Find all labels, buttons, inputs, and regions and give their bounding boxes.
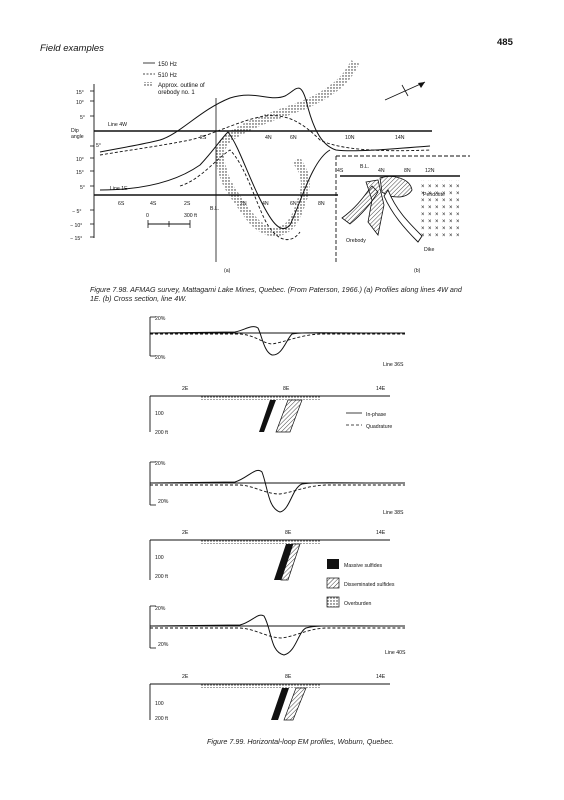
s3-14e: 14E (376, 674, 386, 680)
tick-10p: 10° (76, 100, 84, 106)
panel-a-label: (a) (224, 268, 231, 274)
tick-b-6s: 6S (118, 201, 125, 207)
dike-shape (384, 190, 422, 242)
axis-angle: angle (71, 134, 84, 140)
overburden-swatch (327, 597, 339, 607)
s2-200: 200 ft (155, 574, 168, 580)
tick-10n-b: − 10° (70, 223, 83, 229)
s2-14e: 14E (376, 530, 386, 536)
p2-top: 20% (155, 461, 166, 467)
scale-zero: 0 (146, 213, 149, 219)
p1-top: 20% (155, 316, 166, 322)
tick-a-14n: 14N (395, 135, 405, 141)
tick-15n-b: − 15° (70, 236, 83, 242)
inset-4n: 4N (378, 168, 385, 174)
fig99-profile-38s (150, 461, 405, 516)
tick-b-4n: 4N (262, 201, 269, 207)
tick-b-2s: 2S (184, 201, 191, 207)
s3-200: 200 ft (155, 716, 168, 722)
scale-300ft: 300 ft (184, 213, 197, 219)
inset-12n: 12N (425, 168, 435, 174)
stipple-swatch-icon (143, 82, 153, 87)
p1-bot: 20% (155, 355, 166, 361)
legend-510hz: 510 Hz (158, 73, 178, 79)
legend-outline: Approx. outline of (158, 83, 205, 89)
s2-8e: 8E (285, 530, 292, 536)
s1-8e: 8E (283, 386, 290, 392)
orebody-outline (220, 62, 355, 232)
legend-overburden: Overburden (344, 601, 372, 607)
disseminated-sulfide-body (276, 400, 302, 432)
inset-dike: Dike (424, 247, 435, 253)
tick-10n: 10° (76, 157, 84, 163)
tick-b-bl: B.L. (210, 206, 220, 212)
s2-100: 100 (155, 555, 164, 561)
tick-b-4s: 4S (150, 201, 157, 207)
s3-8e: 8E (285, 674, 292, 680)
legend-quadrature: Quadrature (366, 424, 393, 430)
legend-150hz: 150 Hz (158, 62, 178, 68)
peridotite-lens (380, 177, 412, 198)
tick-5n-b: − 5° (72, 209, 82, 215)
running-header: Field examples (40, 43, 104, 54)
axis-dip: Dip (71, 128, 79, 134)
figure-99-caption: Figure 7.99. Horizontal-loop EM profiles, Woburn, Quebec. (207, 737, 394, 746)
s3-2e: 2E (182, 674, 189, 680)
s1-100: 100 (155, 411, 164, 417)
inset-orebody: Orebody (346, 238, 366, 244)
tick-a-4n: 4N (265, 135, 272, 141)
peridotite-zone (420, 180, 462, 240)
legend-dissem: Disseminated sulfides (344, 582, 395, 588)
tick-a-6n: 6N (290, 135, 297, 141)
s1-14e: 14E (376, 386, 386, 392)
tick-15n: 15° (76, 170, 84, 176)
inset-bl: B.L. (360, 164, 370, 170)
inset-peridotite: Peridotite (423, 192, 445, 198)
p1-line: Line 36S (383, 362, 404, 368)
fig99-section-1 (150, 386, 392, 436)
tick-b-8n: 8N (318, 201, 325, 207)
p3-line: Line 40S (385, 650, 406, 656)
fig99-section-3 (150, 674, 390, 722)
line-1e-label: Line 1E (110, 186, 128, 192)
p3-bot: 20% (158, 642, 169, 648)
s1-2e: 2E (182, 386, 189, 392)
tick-a-10n: 10N (345, 135, 355, 141)
legend-orebody: orebody no. 1 (158, 90, 195, 96)
p2-line: Line 38S (383, 510, 404, 516)
s3-100: 100 (155, 701, 164, 707)
page-number: 485 (497, 37, 513, 48)
fig99-profile-36s (150, 316, 405, 368)
inset-8n: 8N (404, 168, 411, 174)
legend-inphase: In-phase (366, 412, 387, 418)
massive-sulfide-body (259, 400, 276, 432)
fig98-panel-b (336, 156, 470, 274)
inset-4s: 4S (337, 168, 344, 174)
s1-200: 200 ft (155, 430, 168, 436)
tick-b-2n: 2N (240, 201, 247, 207)
fig99-profile-40s (150, 606, 406, 656)
massive-swatch (327, 559, 339, 569)
tick-15p: 15° (76, 90, 84, 96)
line-4w-label: Line 4W (108, 122, 128, 128)
panel-b-label: (b) (414, 268, 421, 274)
fig99-section-2 (150, 530, 395, 607)
tick-a-2s: 2S (200, 135, 207, 141)
tick-5p-b: 5° (80, 185, 85, 191)
s2-2e: 2E (182, 530, 189, 536)
dissem-swatch (327, 578, 339, 588)
p2-bot: 20% (158, 499, 169, 505)
tick-5n: 5° (96, 143, 101, 149)
figure-98-caption: Figure 7.98. AFMAG survey, Mattagami Lake Mines, Quebec. (From Paterson, 1966.) (a) Profiles along lines 4W and 1E. (b) Cross section, line 4W. (90, 285, 462, 303)
tick-b-6n: 6N (290, 201, 297, 207)
p3-top: 20% (155, 606, 166, 612)
tick-5p: 5° (80, 115, 85, 121)
legend-massive: Massive sulfides (344, 563, 383, 569)
